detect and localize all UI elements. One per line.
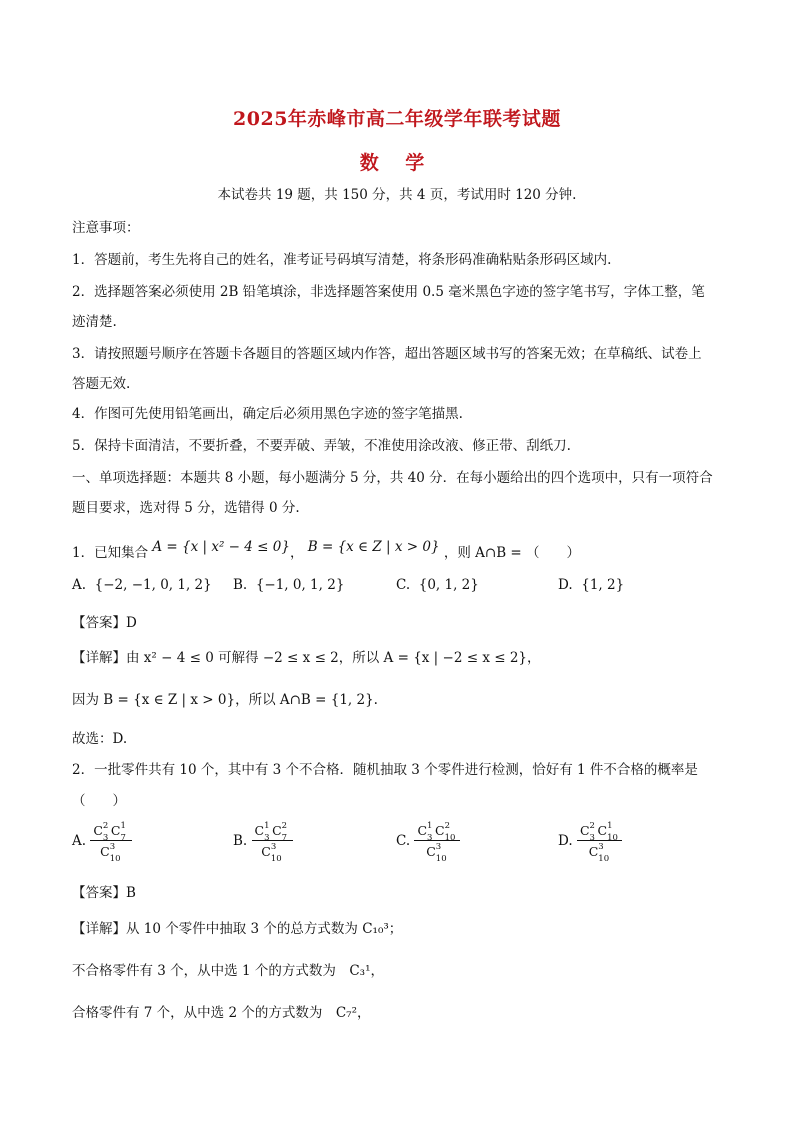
q2-option-b: B. C 1 3 C 2 7 C 3 10 (233, 822, 293, 860)
exam-info: 本试卷共 19 题，共 150 分，共 4 页，考试用时 120 分钟. (217, 187, 577, 203)
notice-2: 2．选择题答案必须使用 2B 铅笔填涂，非选择题答案使用 0.5 毫米黑色字迹的签字笔书写，字体工整，笔 (72, 284, 705, 300)
q1-answer: 【答案】D (72, 615, 137, 631)
set-a-expression: A = {x | x² − 4 ≤ 0} (152, 539, 290, 555)
notice-5: 5．保持卡面清洁，不要折叠，不要弄破、弄皱，不准使用涂改液、修正带、刮纸刀. (72, 438, 571, 454)
q2-detail-1: 【详解】从 10 个零件中抽取 3 个的总方式数为 C₁₀³； (72, 921, 403, 937)
q1-option-d-value: {1, 2} (581, 577, 625, 593)
q2-detail-3: 合格零件有 7 个，从中选 2 个的方式数为 C₇²， (72, 1005, 371, 1021)
q2-detail-2: 不合格零件有 3 个，从中选 1 个的方式数为 C₃¹， (72, 963, 384, 979)
q2-option-c: C. C 1 3 C 2 10 C 3 10 (396, 822, 460, 860)
q1-option-c-value: {0, 1, 2} (418, 577, 479, 593)
q1-option-b-value: {−1, 0, 1, 2} (255, 577, 345, 593)
section-heading-cont: 题目要求，选对得 5 分，选错得 0 分. (72, 500, 300, 516)
q2-option-a: A. C 2 3 C 1 7 C 3 10 (72, 822, 132, 860)
question-1-prefix: 1．已知集合 (72, 545, 149, 561)
q2-answer: 【答案】B (72, 885, 136, 901)
q1-option-c: C. {0, 1, 2} (396, 577, 479, 593)
q2-option-c-fraction: C 1 3 C 2 10 C 3 10 (414, 822, 459, 860)
q1-detail-1: 【详解】由 x² − 4 ≤ 0 可解得 −2 ≤ x ≤ 2，所以 A = {x | −2 ≤ x ≤ 2}， (72, 650, 541, 666)
set-b-expression: B = {x ∈ Z | x > 0} (307, 539, 440, 555)
q1-option-b: B. {−1, 0, 1, 2} (233, 577, 345, 593)
question-2-stem-cont: （ ） (72, 793, 126, 809)
q2-option-b-fraction: C 1 3 C 2 7 C 3 10 (252, 822, 293, 860)
notice-3: 3．请按照题号顺序在答题卡各题目的答题区域内作答，超出答题区域书写的答案无效；在草稿纸、试卷上 (72, 346, 702, 362)
q1-option-d: D. {1, 2} (558, 577, 625, 593)
exam-title: 2025年赤峰市高二年级学年联考试题 (233, 108, 561, 130)
question-2-stem: 2．一批零件共有 10 个，其中有 3 个不合格．随机抽取 3 个零件进行检测，恰好有 1 件不合格的概率是 (72, 762, 698, 778)
q1-option-a-value: {−2, −1, 0, 1, 2} (94, 577, 212, 593)
q2-option-d: D. C 2 3 C 1 10 C 3 10 (558, 822, 622, 860)
q1-option-a: A. {−2, −1, 0, 1, 2} (72, 577, 212, 593)
section-heading: 一、单项选择题：本题共 8 小题，每小题满分 5 分，共 40 分．在每小题给出的四个选项中，只有一项符合 (72, 470, 713, 486)
question-1-suffix: ，则 A∩B = （ ） (443, 545, 581, 561)
notice-1: 1．答题前，考生先将自己的姓名，准考证号码填写清楚，将条形码准确粘贴条形码区域内. (72, 252, 612, 268)
notice-2-cont: 迹清楚. (72, 314, 117, 330)
q1-detail-2: 因为 B = {x ∈ Z | x > 0}，所以 A∩B = {1, 2}. (72, 692, 378, 708)
notice-4: 4．作图可先使用铅笔画出，确定后必须用黑色字迹的签字笔描黑. (72, 406, 463, 422)
q1-conclusion: 故选：D. (72, 731, 128, 747)
notice-3-cont: 答题无效. (72, 376, 131, 392)
q2-option-d-fraction: C 2 3 C 1 10 C 3 10 (577, 822, 622, 860)
notice-heading: 注意事项： (72, 220, 140, 236)
subject-heading: 数 学 (359, 152, 435, 174)
question-1-stem: 1．已知集合 A = {x | x² − 4 ≤ 0}， B = {x ∈ Z | x > 0} ，则 A∩B = （ ） (72, 539, 581, 561)
q2-option-a-fraction: C 2 3 C 1 7 C 3 10 (90, 822, 131, 860)
